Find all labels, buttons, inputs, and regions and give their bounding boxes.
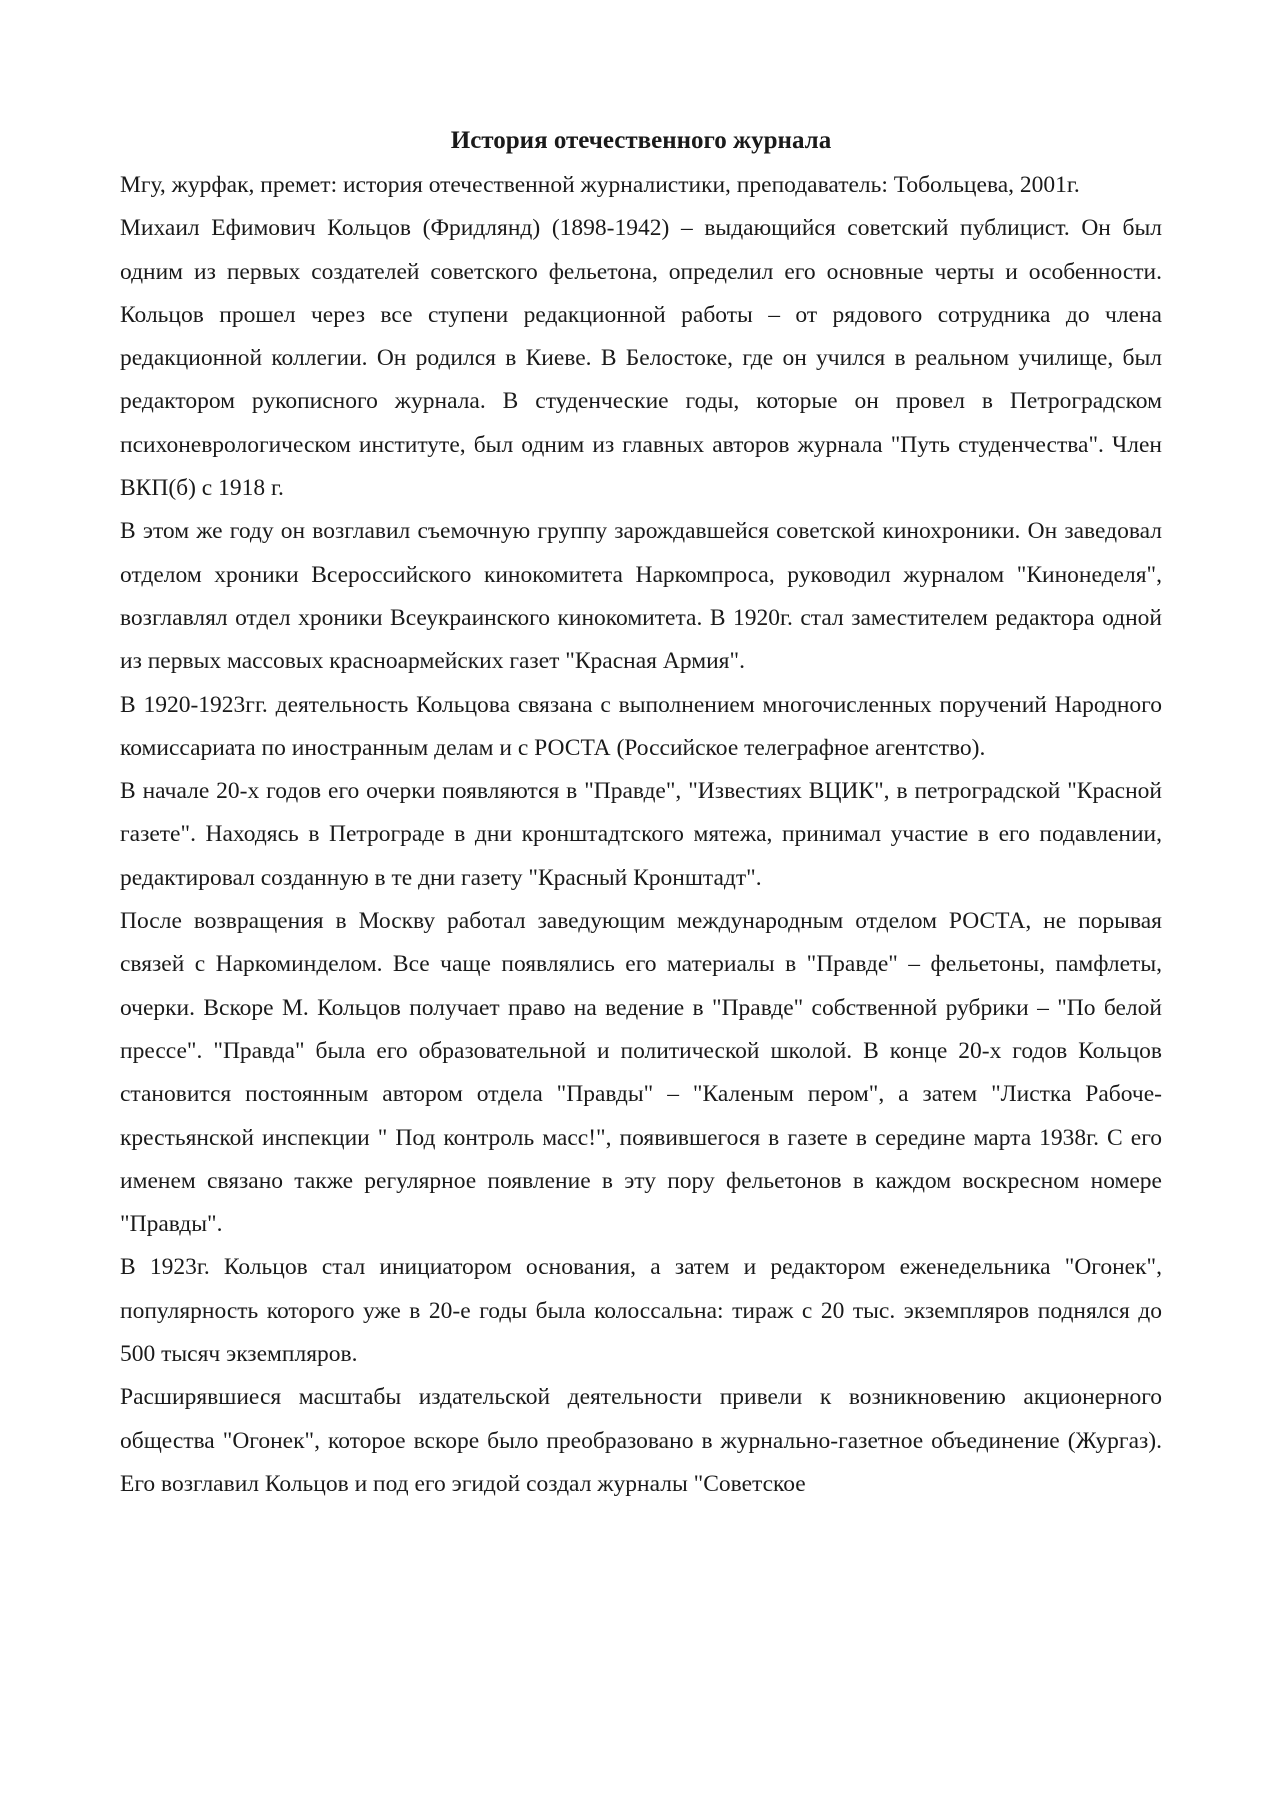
paragraph-rosta: В 1920-1923гг. деятельность Кольцова связана с выполнением многочисленных поручений Народного комиссариата по иностранным делам и с РОСТА (Российское телеграфное агентство). — [120, 691, 1162, 761]
paragraph-course-info: Мгу, журфак, премет: история отечественной журналистики, преподаватель: Тобольцева, 2001г. — [120, 172, 1080, 198]
paragraph-zhurgaz: Расширявшиеся масштабы издательской деятельности привели к возникновению акционерного общества "Огонек", которое вскоре было преобразовано в журнально-газетное объединение (Жургаз). Его возглавил Кольцов и под его эгидой создал журналы "Советское — [120, 1384, 1162, 1497]
paragraph-moscow-pravda: После возвращения в Москву работал заведующим международным отделом РОСТА, не порывая связей с Наркоминделом. Все чаще появлялись его материалы в "Правде" – фельетоны, памфлеты, очерки. Вскоре М. Кольцов получает право на ведение в "Правде" собственной рубрики – "По белой прессе". "Правда" была его образовательной и политической школой. В конце 20-х годов Кольцов становится постоянным автором отдела "Правды" – "Каленым пером", а затем "Листка Рабоче-крестьянской инспекции " Под контроль масс!", появившегося в газете в середине марта 1938г. С его именем связано также регулярное появление в эту пору фельетонов в каждом воскресном номере "Правды". — [120, 908, 1162, 1238]
document-title: История отечественного журнала — [450, 127, 832, 154]
paragraph-biography: Михаил Ефимович Кольцов (Фридлянд) (1898-1942) – выдающийся советский публицист. Он был одним из первых создателей советского фельетона, определил его основные черты и особенности. Кольцов прошел через все ступени редакционной работы – от рядового сотрудника до члена редакционной коллегии. Он родился в Киеве. В Белостоке, где он учился в реальном училище, был редактором рукописного журнала. В студенческие годы, которые он провел в Петроградском психоневрологическом институте, был одним из главных авторов журнала "Путь студенчества". Член ВКП(б) с 1918 г. — [120, 215, 1162, 502]
document-body — [120, 118, 1162, 1506]
paragraph-ogonek: В 1923г. Кольцов стал инициатором основания, а затем и редактором еженедельника "Огонек", популярность которого уже в 20-е годы была колоссальна: тираж с 20 тыс. экземпляров поднялся до 500 тысяч экземпляров. — [120, 1254, 1162, 1368]
paragraph-early-20s: В начале 20-х годов его очерки появляются в "Правде", "Известиях ВЦИК", в петроградской "Красной газете". Находясь в Петрограде в дни кронштадтского мятежа, принимал участие в его подавлении, редактировал созданную в те дни газету "Красный Кронштадт". — [120, 778, 1162, 891]
paragraph-newsreel: В этом же году он возглавил съемочную группу зарождавшейся советской кинохроники. Он заведовал отделом хроники Всероссийского кинокомитета Наркомпроса, руководил журналом "Кинонеделя", возглавлял отдел хроники Всеукраинского кинокомитета. В 1920г. стал заместителем редактора одной из первых массовых красноармейских газет "Красная Армия". — [120, 518, 1162, 675]
